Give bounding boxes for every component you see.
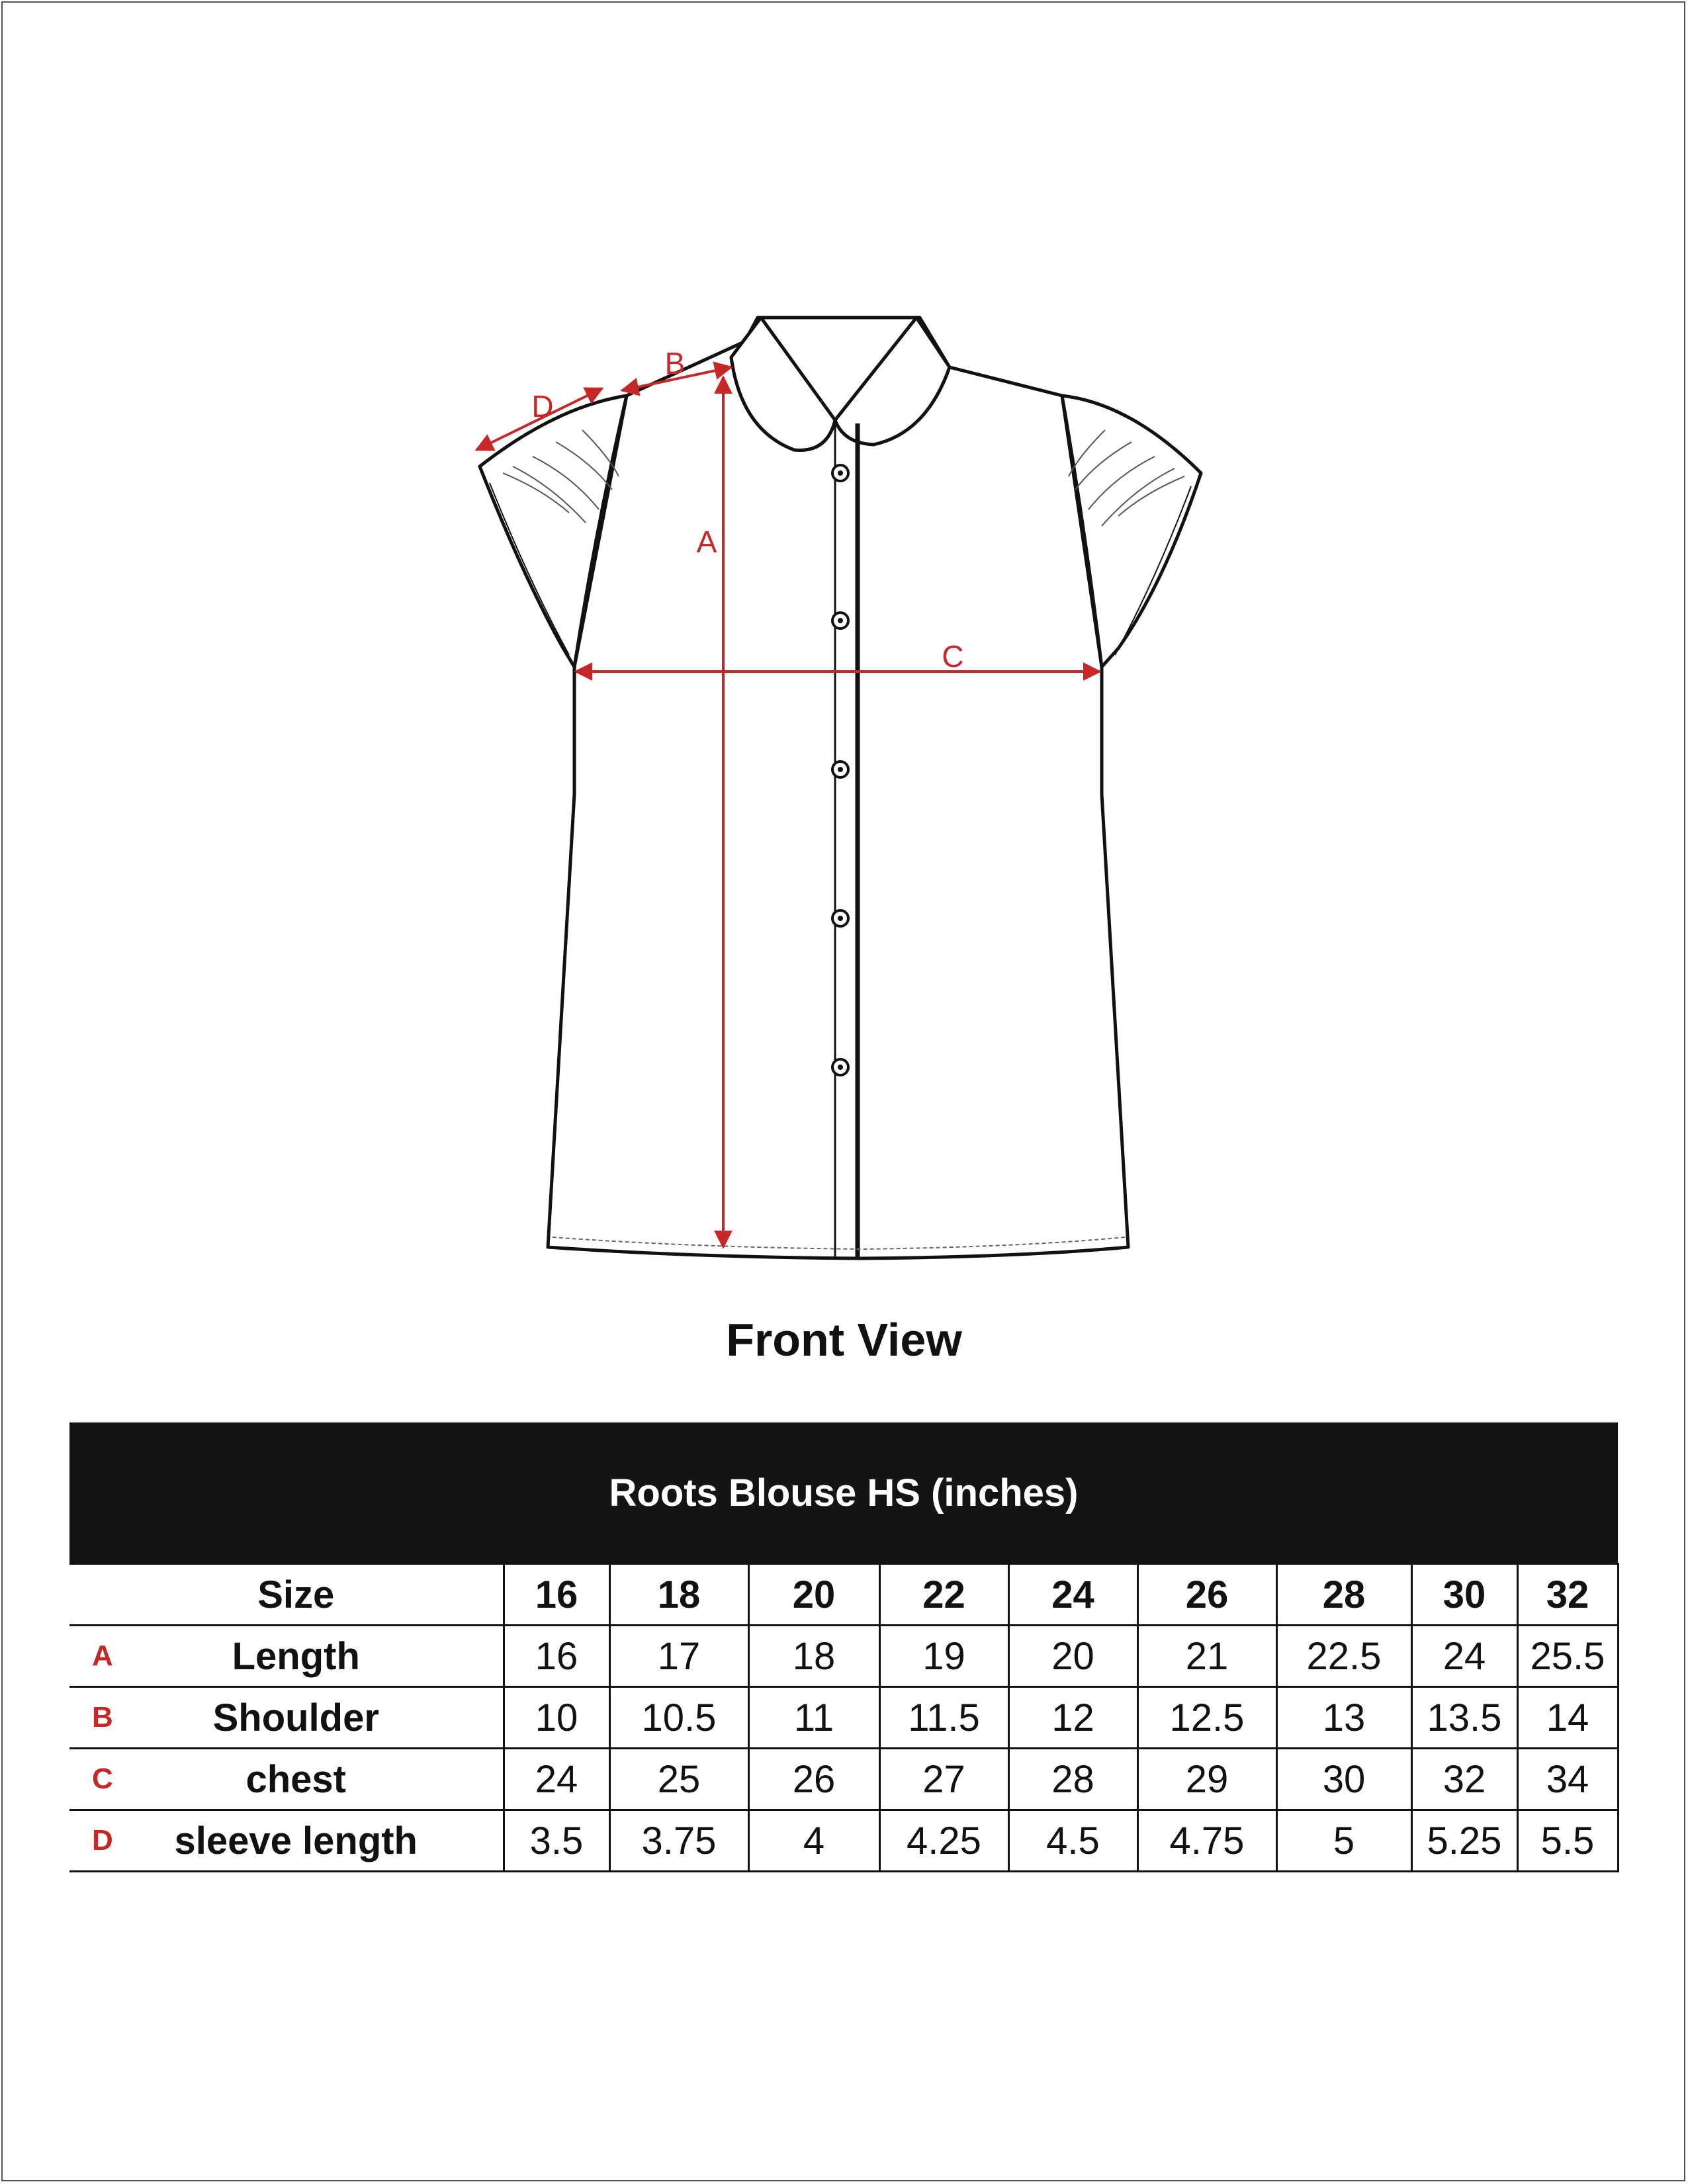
size-header-row <box>69 1564 1618 1626</box>
row-label-shoulder: Shoulder <box>212 1696 379 1739</box>
front-view-caption: Front View <box>726 1314 962 1366</box>
size-column-header: 24 <box>1008 1564 1137 1626</box>
row-label-cell <box>69 1749 504 1810</box>
button-3 <box>832 762 848 777</box>
row-letter-d: D <box>92 1824 113 1856</box>
table-cell: 22.5 <box>1276 1626 1411 1687</box>
size-column-header: 22 <box>879 1564 1008 1626</box>
table-cell: 17 <box>609 1626 748 1687</box>
table-row-sleeve-length <box>69 1810 1618 1872</box>
table-cell: 27 <box>879 1749 1008 1810</box>
row-letter-c: C <box>92 1763 113 1795</box>
row-label-cell <box>69 1687 504 1749</box>
size-header-cell <box>69 1564 504 1626</box>
size-column-header: 28 <box>1276 1564 1411 1626</box>
size-chart <box>69 1422 1618 1872</box>
table-cell: 14 <box>1517 1687 1618 1749</box>
measure-label-c: C <box>942 639 964 674</box>
size-chart-title: Roots Blouse HS (inches) <box>69 1422 1618 1563</box>
table-cell: 29 <box>1137 1749 1276 1810</box>
table-cell: 21 <box>1137 1626 1276 1687</box>
table-cell: 28 <box>1008 1749 1137 1810</box>
row-label-chest: chest <box>245 1757 346 1801</box>
table-cell: 3.5 <box>504 1810 609 1872</box>
table-cell: 24 <box>1411 1626 1517 1687</box>
table-cell: 4.75 <box>1137 1810 1276 1872</box>
table-cell: 4.25 <box>879 1810 1008 1872</box>
table-cell: 26 <box>748 1749 879 1810</box>
table-cell: 11.5 <box>879 1687 1008 1749</box>
size-column-header: 18 <box>609 1564 748 1626</box>
table-row-length <box>69 1626 1618 1687</box>
size-header-label: Size <box>257 1573 335 1616</box>
measure-label-d: D <box>531 389 554 423</box>
table-cell: 11 <box>748 1687 879 1749</box>
table-cell: 16 <box>504 1626 609 1687</box>
table-cell: 25 <box>609 1749 748 1810</box>
table-cell: 19 <box>879 1626 1008 1687</box>
table-cell: 4.5 <box>1008 1810 1137 1872</box>
table-cell: 12 <box>1008 1687 1137 1749</box>
row-label-cell <box>69 1626 504 1687</box>
size-table <box>69 1563 1619 1872</box>
size-column-header: 16 <box>504 1564 609 1626</box>
table-cell: 5 <box>1276 1810 1411 1872</box>
table-row-chest <box>69 1749 1618 1810</box>
row-label-sleeve-length: sleeve length <box>174 1819 418 1862</box>
table-cell: 24 <box>504 1749 609 1810</box>
row-letter-b: B <box>92 1701 113 1733</box>
size-column-header: 30 <box>1411 1564 1517 1626</box>
table-cell: 3.75 <box>609 1810 748 1872</box>
table-cell: 32 <box>1411 1749 1517 1810</box>
row-letter-a: A <box>92 1639 113 1672</box>
table-cell: 34 <box>1517 1749 1618 1810</box>
table-cell: 12.5 <box>1137 1687 1276 1749</box>
button-1 <box>832 465 848 481</box>
table-cell: 5.25 <box>1411 1810 1517 1872</box>
table-cell: 20 <box>1008 1626 1137 1687</box>
table-cell: 10 <box>504 1687 609 1749</box>
table-cell: 13.5 <box>1411 1687 1517 1749</box>
table-cell: 4 <box>748 1810 879 1872</box>
table-cell: 30 <box>1276 1749 1411 1810</box>
table-cell: 18 <box>748 1626 879 1687</box>
table-cell: 5.5 <box>1517 1810 1618 1872</box>
measure-label-b: B <box>664 346 686 380</box>
button-5 <box>832 1059 848 1075</box>
table-row-shoulder <box>69 1687 1618 1749</box>
table-cell: 25.5 <box>1517 1626 1618 1687</box>
table-cell: 13 <box>1276 1687 1411 1749</box>
row-label-cell <box>69 1810 504 1872</box>
size-column-header: 26 <box>1137 1564 1276 1626</box>
button-4 <box>832 910 848 926</box>
measure-label-a: A <box>696 525 717 559</box>
size-column-header: 32 <box>1517 1564 1618 1626</box>
button-2 <box>832 613 848 629</box>
size-column-header: 20 <box>748 1564 879 1626</box>
table-cell: 10.5 <box>609 1687 748 1749</box>
row-label-length: Length <box>232 1634 360 1678</box>
